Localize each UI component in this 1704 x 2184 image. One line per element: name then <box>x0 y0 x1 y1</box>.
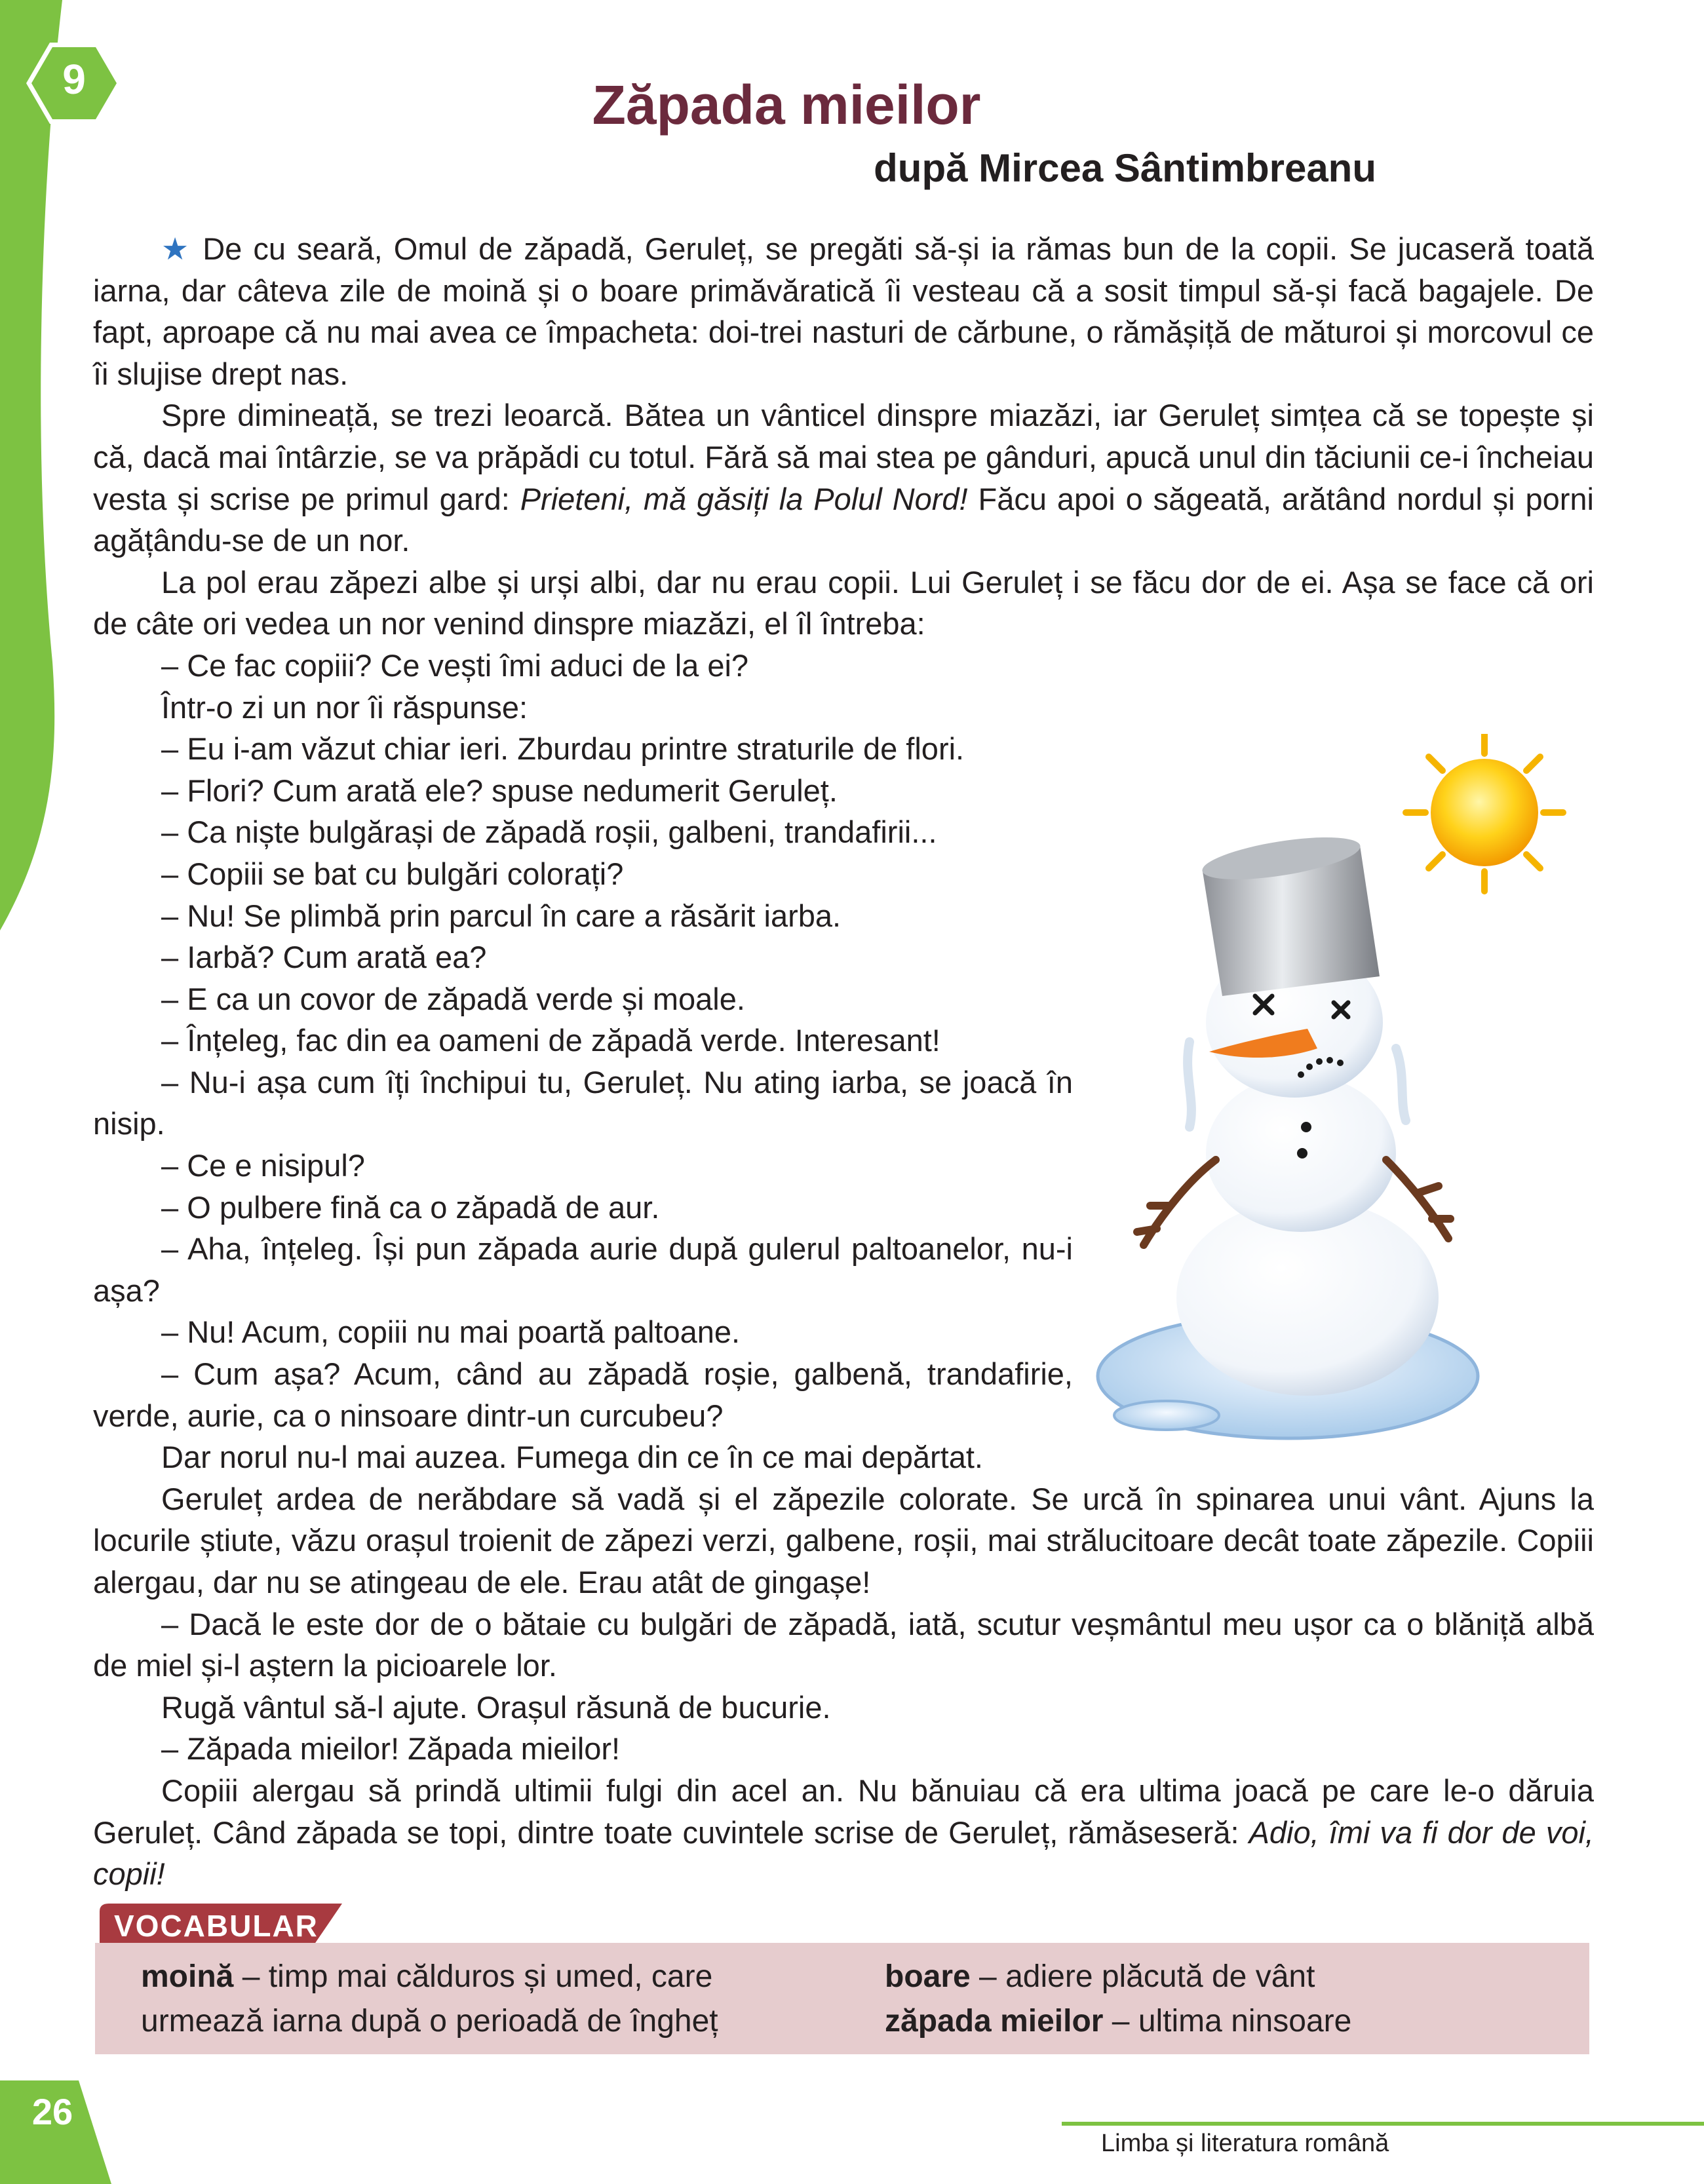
snowman-icon <box>1098 829 1478 1438</box>
vocabulary-column <box>141 1955 744 2044</box>
dialogue-line: – Ce e nisipul? <box>161 1148 365 1183</box>
dialogue-line: – Flori? Cum arată ele? spuse nedumerit Geruleț. <box>161 773 838 808</box>
vocabulary-column <box>885 1955 1579 2044</box>
story-paragraph: Copiii alergau să prindă ultimii fulgi din acel an. Nu bănuiau că era ultima joacă pe care le-o dăruia Geruleț. Când zăpada se topi, dintre toate cuvintele scrise de Geruleț, rămăseseră: Adio, îmi va fi dor de voi, copii! <box>93 1772 1594 1892</box>
dialogue-line: Dar norul nu-l mai auzea. Fumega din ce în ce mai depărtat. <box>161 1440 983 1475</box>
vocabulary-entry: moină – timp mai călduros și umed, care urmează iarna după o perioadă de îngheț <box>141 1959 718 2039</box>
vocabulary-heading: VOCABULAR <box>114 1909 319 1943</box>
story-paragraph: La pol erau zăpezi albe și urși albi, dar nu erau copii. Lui Geruleț i se făcu dor de ei. Așa se face că ori de câte ori vedea un nor venind dinspre miazăzi, el îl întreba: <box>93 564 1594 642</box>
lesson-number: 9 <box>62 56 86 103</box>
snowman-illustration <box>1091 734 1602 1455</box>
lesson-number-badge <box>25 41 123 126</box>
dialogue-line: – Eu i-am văzut chiar ieri. Zburdau printre straturile de flori. <box>161 731 965 767</box>
dialogue-line: – Nu-i așa cum îți închipui tu, Geruleț. Nu ating iarba, se joacă în nisip. <box>93 1064 1073 1141</box>
story-paragraph: Geruleț ardea de nerăbdare să vadă și el zăpezile colorate. Se urcă în spinarea unui vânt. Ajuns la locurile știute, văzu orașul troienit de zăpezi verzi, galbene, roșii, mai strălucitoare decât toate zăpezile. Copiii alergau, dar nu se atingeau de ele. Erau atât de gingașe! <box>93 1481 1594 1600</box>
story-paragraph: Spre dimineață, se trezi leoarcă. Bătea un vânticel dinspre miazăzi, iar Geruleț simțea că se topește și că, dacă mai întârzie, se va prăpădi cu totul. Fără să mai stea pe gânduri, apucă unul din tăciunii ce-i încheiau vesta și scrise pe primul gard: Prieteni, mă găsiți la Polul Nord! Făcu apoi o săgeată, arătând nordul și porni agățându-se de un nor. <box>93 398 1594 558</box>
star-icon: ★ <box>161 231 192 266</box>
dialogue-line: – Ca niște bulgărași de zăpadă roșii, galbeni, trandafirii... <box>161 814 937 850</box>
sun-icon <box>1406 734 1563 891</box>
dialogue-line: – Zăpada mieilor! Zăpada mieilor! <box>161 1731 621 1767</box>
dialogue-line: Într-o zi un nor îi răspunse: <box>161 689 528 725</box>
green-side-band <box>0 0 98 930</box>
dialogue-line: – Cum așa? Acum, când au zăpadă roșie, galbenă, trandafirie, verde, aurie, ca o ninsoare dintr-un curcubeu? <box>93 1356 1073 1433</box>
dialogue-line: – Înțeleg, fac din ea oameni de zăpadă verde. Interesant! <box>161 1023 940 1058</box>
footer-divider <box>1062 2122 1704 2126</box>
dialogue-line: – O pulbere fină ca o zăpadă de aur. <box>161 1189 660 1225</box>
dialogue-line: – E ca un covor de zăpadă verde și moale. <box>161 981 745 1016</box>
subject-label: Limba și literatura română <box>1101 2130 1389 2157</box>
dialogue-line: – Nu! Se plimbă prin parcul în care a răsărit iarba. <box>161 898 842 933</box>
author-line: după Mircea Sântimbreanu <box>874 146 1376 190</box>
page-number: 26 <box>31 2091 73 2132</box>
page-title: Zăpada mieilor <box>592 74 981 136</box>
dialogue-line: – Ce fac copiii? Ce vești îmi aduci de la ei? <box>161 647 749 683</box>
story-paragraph: ★ De cu seară, Omul de zăpadă, Geruleț, se pregăti să-și ia rămas bun de la copii. Se jucaseră toată iarna, dar câteva zile de moină și o boare primăvăratică îi vesteau că a sosit timpul să-și facă bagajele. De fapt, aproape că nu mai avea ce împacheta: doi-trei nasturi de cărbune, o rămășiță de măturoi și morcovul ce îi slujise drept nas. <box>93 231 1594 391</box>
story-paragraph: – Dacă le este dor de o bătaie cu bulgări de zăpadă, iată, scutur veșmântul meu ușor ca o blăniță albă de miel și-l aștern la picioarele lor. <box>93 1606 1594 1683</box>
vocabulary-heading-wrap <box>100 1904 342 1947</box>
dialogue-line: – Iarbă? Cum arată ea? <box>161 940 487 975</box>
vocabulary-entry: zăpada mieilor – ultima ninsoare <box>885 2004 1352 2039</box>
dialogue-line: – Copiii se bat cu bulgări colorați? <box>161 856 624 891</box>
vocabulary-entry: boare – adiere plăcută de vânt <box>885 1959 1315 1994</box>
dialogue-line: Rugă vântul să-l ajute. Orașul răsună de bucurie. <box>161 1689 831 1725</box>
dialogue-line: – Aha, înțeleg. Își pun zăpada aurie după gulerul paltoanelor, nu-i așa? <box>93 1231 1073 1308</box>
vocabulary-box <box>95 1943 1589 2054</box>
dialogue-line: – Nu! Acum, copiii nu mai poartă paltoane. <box>161 1314 741 1350</box>
